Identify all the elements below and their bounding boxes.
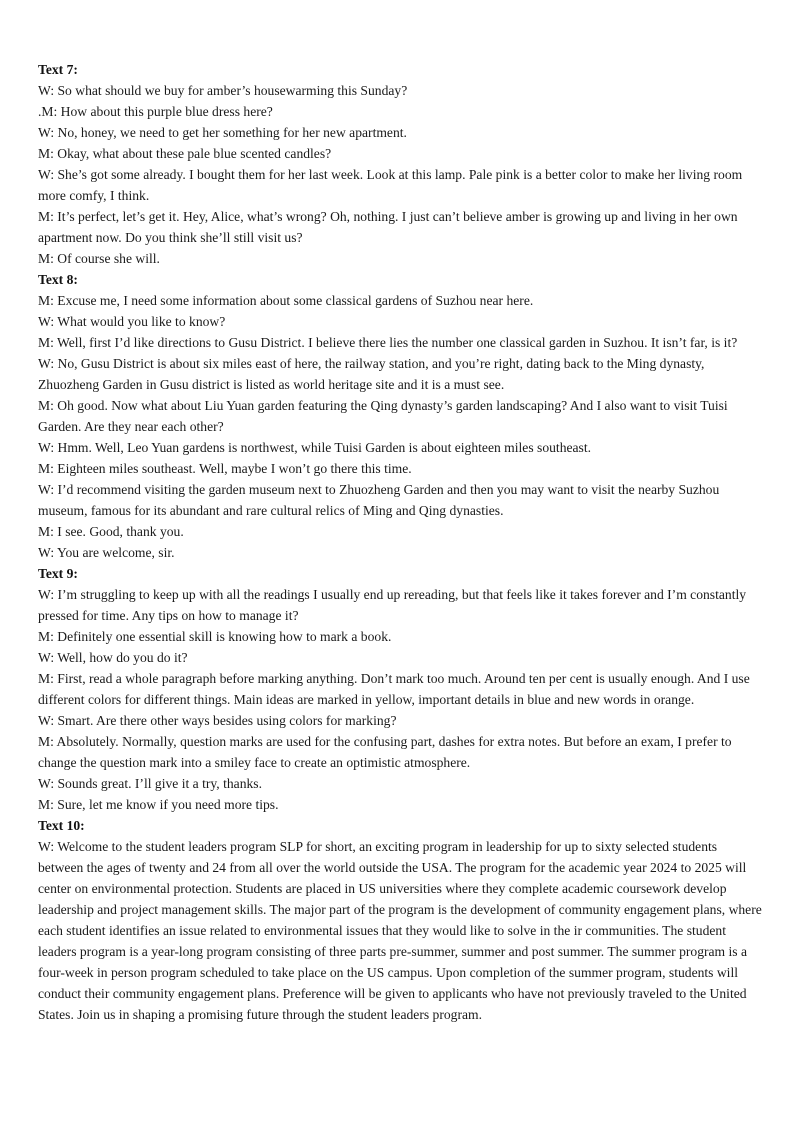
- dialogue-line: M: I see. Good, thank you.: [38, 524, 184, 539]
- dialogue-line: W: She’s got some already. I bought them for her last week. Look at this lamp. Pale pink is a better color to make her living room more comfy, I think.: [38, 167, 743, 203]
- dialogue-line: M: Okay, what about these pale blue scented candles?: [38, 146, 332, 161]
- dialogue-line: M: Oh good. Now what about Liu Yuan garden featuring the Qing dynasty’s garden landscaping? And I also want to visit Tuisi Garden. Are they near each other?: [38, 398, 728, 434]
- section-heading: Text 10:: [38, 818, 85, 833]
- dialogue-line: M: Of course she will.: [38, 251, 160, 266]
- section-heading: Text 8:: [38, 272, 78, 287]
- dialogue-line: M: Excuse me, I need some information about some classical gardens of Suzhou near here.: [38, 293, 534, 308]
- dialogue-line: W: Hmm. Well, Leo Yuan gardens is northwest, while Tuisi Garden is about eighteen miles southeast.: [38, 440, 592, 455]
- dialogue-line: W: Smart. Are there other ways besides using colors for marking?: [38, 713, 397, 728]
- dialogue-line: M: Well, first I’d like directions to Gusu District. I believe there lies the number one classical garden in Suzhou. It isn’t far, is it?: [38, 335, 738, 350]
- section-text-7: [38, 59, 762, 269]
- section-text-8: [38, 269, 762, 563]
- section-heading: Text 7:: [38, 62, 78, 77]
- dialogue-line: M: Definitely one essential skill is knowing how to mark a book.: [38, 629, 392, 644]
- dialogue-line: W: No, honey, we need to get her something for her new apartment.: [38, 125, 407, 140]
- section-text-10: [38, 815, 762, 1025]
- dialogue-line: M: First, read a whole paragraph before marking anything. Don’t mark too much. Around ten per cent is usually enough. And I use different colors for different things. Main ideas are marked in yellow, important details in blue and new words in orange.: [38, 671, 750, 707]
- dialogue-line: W: You are welcome, sir.: [38, 545, 175, 560]
- document-page: [38, 59, 762, 1025]
- dialogue-line: M: Eighteen miles southeast. Well, maybe I won’t go there this time.: [38, 461, 412, 476]
- dialogue-line: W: No, Gusu District is about six miles east of here, the railway station, and you’re right, dating back to the Ming dynasty, Zhuozheng Garden in Gusu district is listed as world heritage site and it is a must see.: [38, 356, 705, 392]
- dialogue-line: W: What would you like to know?: [38, 314, 226, 329]
- dialogue-line: W: I’m struggling to keep up with all the readings I usually end up rereading, but that feels like it takes forever and I’m constantly pressed for time. Any tips on how to manage it?: [38, 587, 747, 623]
- dialogue-line: W: I’d recommend visiting the garden museum next to Zhuozheng Garden and then you may want to visit the nearby Suzhou museum, famous for its abundant and rare cultural relics of Ming and Qing dynasties.: [38, 482, 720, 518]
- section-heading: Text 9:: [38, 566, 78, 581]
- dialogue-line: .M: How about this purple blue dress here?: [38, 104, 273, 119]
- dialogue-line: M: Absolutely. Normally, question marks are used for the confusing part, dashes for extra notes. But before an exam, I prefer to change the question mark into a smiley face to create an optimistic atmosphere.: [38, 734, 732, 770]
- monologue-paragraph: W: Welcome to the student leaders program SLP for short, an exciting program in leadership for up to sixty selected students between the ages of twenty and 24 from all over the world outside the USA. The program for the academic year 2024 to 2025 will center on environmental protection. Students are placed in US universities where they complete academic coursework develop leadership and project management skills. The major part of the program is the development of community engagement plans, where each student identifies an issue related to environmental issues that they would like to solve in the ir communities. The student leaders program is a year-long program consisting of three parts pre-summer, summer and post summer. The summer program is a four-week in person program scheduled to take place on the US campus. Upon completion of the summer program, students will conduct their community engagement plans. Preference will be given to applicants who have not previously traveled to the United States. Join us in shaping a promising future through the student leaders program.: [38, 839, 762, 1022]
- dialogue-line: W: Well, how do you do it?: [38, 650, 188, 665]
- section-text-9: [38, 563, 762, 815]
- dialogue-line: W: Sounds great. I’ll give it a try, thanks.: [38, 776, 262, 791]
- dialogue-line: M: Sure, let me know if you need more tips.: [38, 797, 279, 812]
- dialogue-line: W: So what should we buy for amber’s housewarming this Sunday?: [38, 83, 408, 98]
- dialogue-line: M: It’s perfect, let’s get it. Hey, Alice, what’s wrong? Oh, nothing. I just can’t believe amber is growing up and living in her own apartment now. Do you think she’ll still visit us?: [38, 209, 738, 245]
